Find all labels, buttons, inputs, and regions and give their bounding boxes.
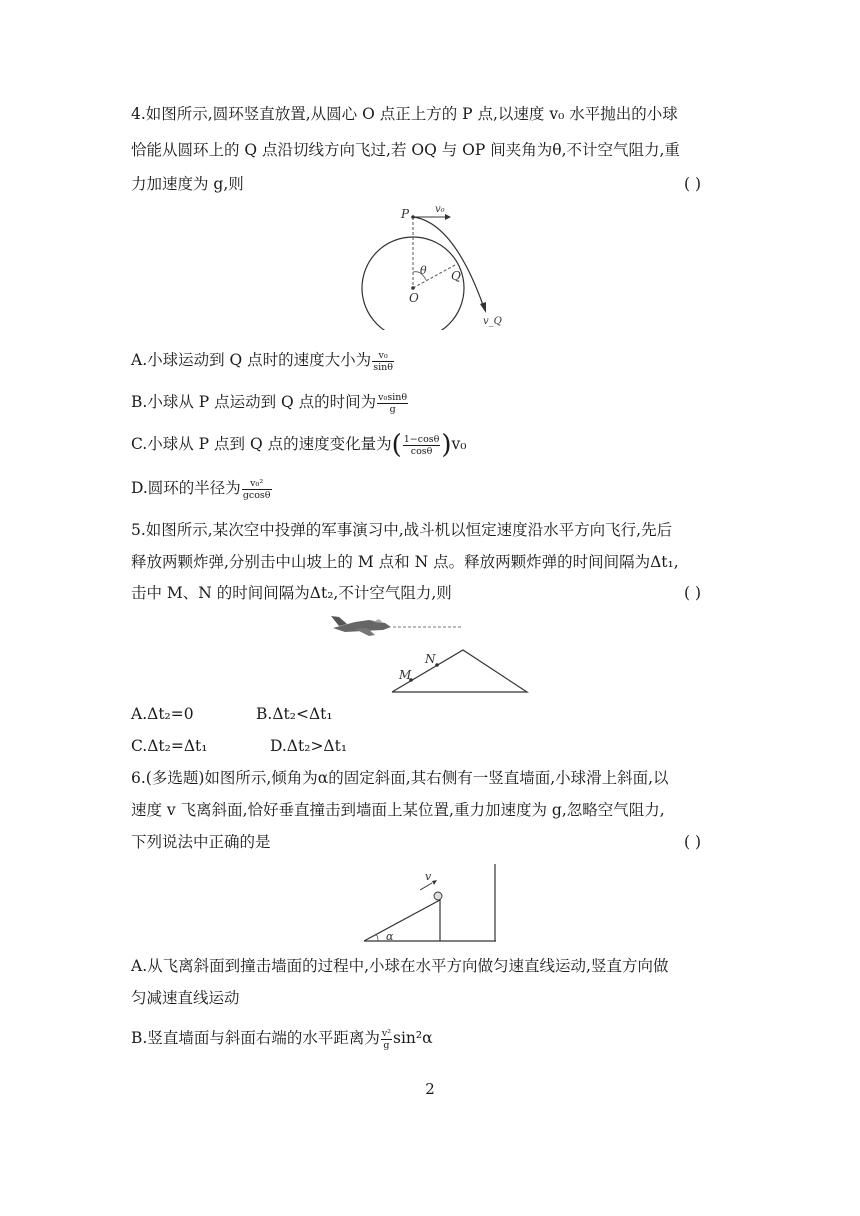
q6-answer-paren: ( )	[684, 833, 702, 851]
q6-label-v: v	[425, 870, 432, 883]
q5-label-n: N	[425, 652, 436, 666]
q6-line-2: 速度 v 飞离斜面,恰好垂直撞击到墙面上某位置,重力加速度为 g,忽略空气阻力,	[131, 801, 665, 819]
q5-bombing-figure	[325, 608, 535, 698]
q5-line-2: 释放两颗炸弹,分别击中山坡上的 M 点和 N 点。释放两颗炸弹的时间间隔为Δt₁,	[131, 553, 679, 571]
q5-option-d: D.Δt₂>Δt₁	[270, 737, 348, 755]
q5-label-m: M	[399, 668, 412, 682]
q4-circle-figure	[355, 200, 505, 330]
q4-option-d: D.圆环的半径为 $\frac{\text{v₀²}}{gcos\theta}$	[131, 477, 271, 501]
q4-line-1: 4.如图所示,圆环竖直放置,从圆心 O 点正上方的 P 点,以速度 v₀ 水平抛出的小球	[131, 105, 678, 123]
q4-answer-paren: ( )	[684, 175, 702, 193]
q6-line-3: 下列说法中正确的是	[131, 833, 271, 851]
q6-line-1: 6.(多选题)如图所示,倾角为α的固定斜面,其右侧有一竖直墙面,小球滑上斜面,以	[131, 769, 669, 787]
q5-line-1: 5.如图所示,某次空中投弹的军事演习中,战斗机以恒定速度沿水平方向飞行,先后	[131, 521, 673, 539]
q6-label-alpha: α	[386, 930, 394, 943]
fighter-jet-icon	[331, 616, 391, 636]
q4-label-q: Q	[451, 269, 461, 283]
q4-line-3: 力加速度为 g,则	[131, 175, 244, 193]
q6-option-a-line-2: 匀减速直线运动	[131, 989, 240, 1007]
q6-option-a-line-1: A.从飞离斜面到撞击墙面的过程中,小球在水平方向做匀速直线运动,竖直方向做	[131, 957, 669, 975]
q4-label-vq: v_Q	[483, 316, 502, 327]
q6-option-b: B.竖直墙面与斜面右端的水平距离为 $\frac{\text{v²}}{g}$ sin²α	[131, 1027, 433, 1051]
q4-label-o: O	[409, 291, 419, 305]
q5-option-b: B.Δt₂<Δt₁	[256, 705, 333, 723]
q5-option-a: A.Δt₂=0	[131, 705, 194, 723]
q5-line-3: 击中 M、N 的时间间隔为Δt₂,不计空气阻力,则	[131, 584, 452, 602]
q5-answer-paren: ( )	[684, 584, 702, 602]
q4-label-theta: θ	[420, 264, 427, 277]
q4-label-v0: v₀	[435, 204, 445, 215]
q4-option-c: C.小球从 P 点到 Q 点的速度变化量为( $\frac{1-\cos\theta}{\cos\theta}$ )v₀	[131, 430, 467, 460]
q4-option-a: A.小球运动到 Q 点时的速度大小为 $\frac{\text{v₀}}{\sin\theta}$	[131, 349, 393, 373]
q4-option-b: B.小球从 P 点运动到 Q 点的时间为 $\frac{\text{v₀sinθ}}{g}$	[131, 391, 408, 415]
page-number: 2	[425, 1080, 435, 1098]
q5-option-c: C.Δt₂=Δt₁	[131, 737, 208, 755]
q4-label-p: P	[401, 207, 410, 221]
q4-line-2: 恰能从圆环上的 Q 点沿切线方向飞过,若 OQ 与 OP 间夹角为θ,不计空气阻力,重	[131, 141, 680, 159]
q6-incline-figure	[362, 862, 502, 944]
